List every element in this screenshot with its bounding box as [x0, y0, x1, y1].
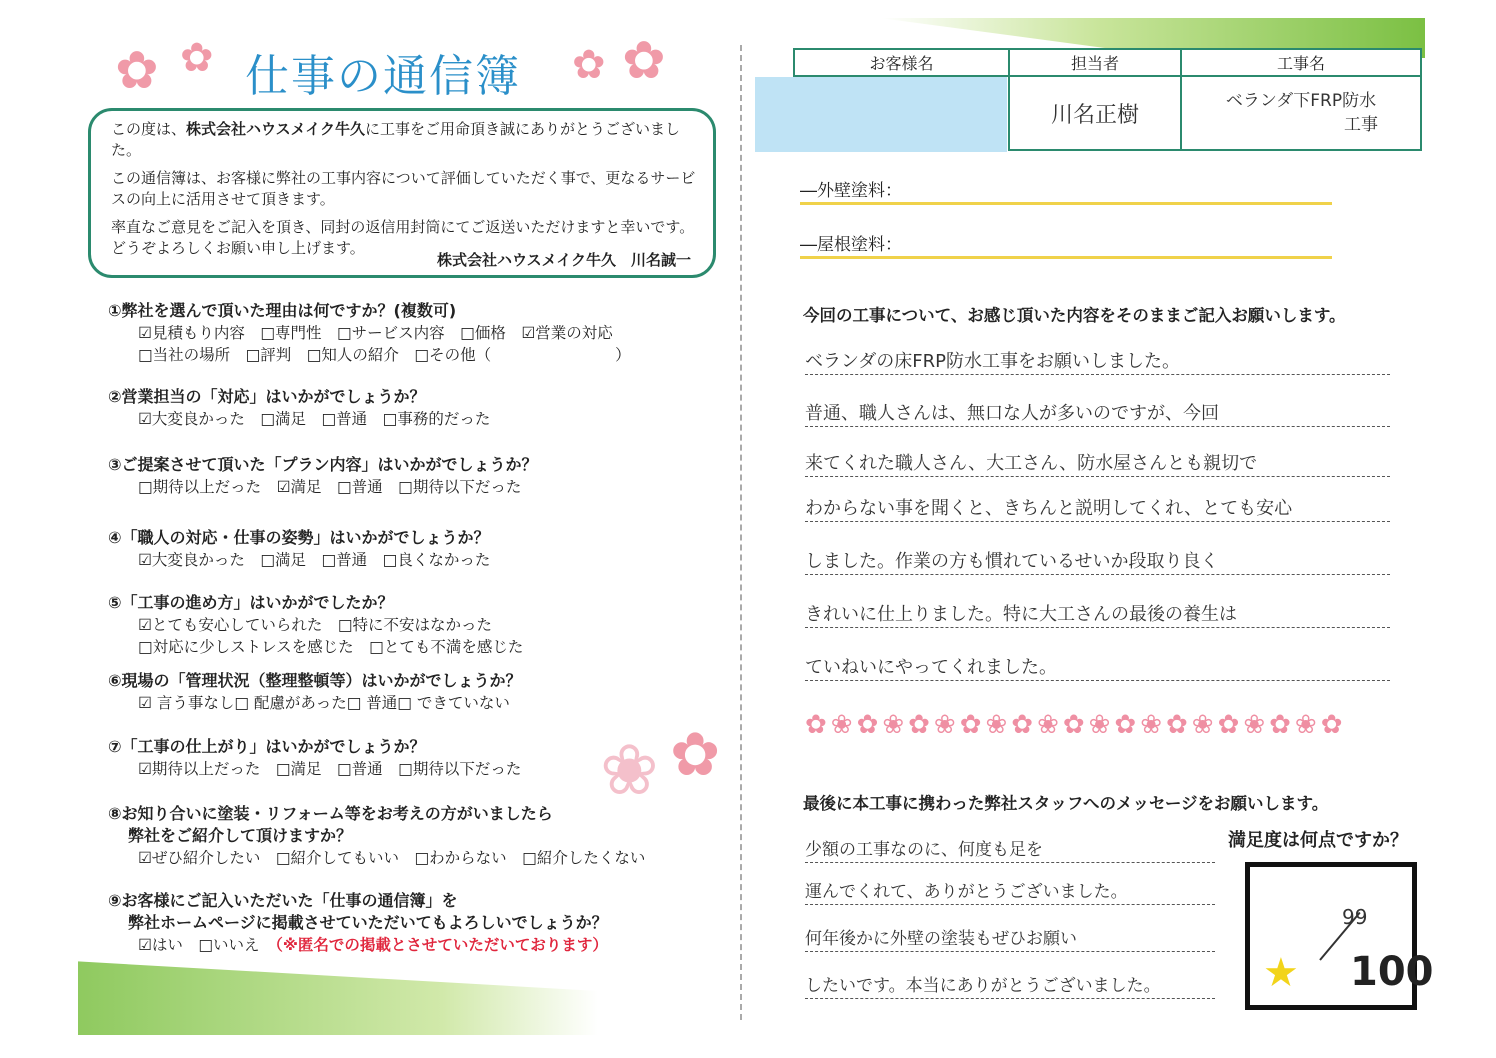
cherry-blossom-icon: ✿	[115, 41, 159, 101]
question-5: ⑤「工事の進め方」はいかがでしたか？ ☑とても安心していられた □特に不安はなかった □対応に少しストレスを感じた □とても不満を感じた	[108, 593, 524, 656]
question-4: ④「職人の対応・仕事の姿勢」はいかがでしょうか？ ☑大変良かった □満足 □普通 □良くなかった	[108, 528, 491, 569]
customer-name-cell	[794, 76, 1009, 150]
question-9: ⑨お客様にご記入いただいた「仕事の通信簿」を 弊社ホームページに掲載させていただいてもよろしいでしょうか？ ☑はい □いいえ （※匿名での掲載とさせていただいております）	[108, 891, 608, 954]
score-heading: 満足度は何点ですか？	[1228, 830, 1408, 851]
comment-line-4: わからない事を聞くと、きちんと説明してくれ、とても安心	[805, 497, 1390, 522]
wall-paint-label: ―外壁塗料：	[800, 181, 902, 201]
question-6: ⑥現場の「管理状況（整理整頓等）はいかがでしょうか？ ☑ 言う事なし□ 配慮があった□ 普通□ できていない	[108, 671, 522, 712]
customer-name-header: お客様名	[794, 49, 1009, 76]
comment-line-6: きれいに仕上りました。特に大工さんの最後の養生は	[805, 603, 1390, 628]
comment-line-1: ベランダの床FRP防水工事をお願いしました。	[805, 350, 1390, 375]
comment-heading: 今回の工事について、お感じ頂いた内容をそのままご記入お願いします。	[803, 306, 1346, 325]
question-2: ②営業担当の「対応」はいかがでしょうか？ ☑大変良かった □満足 □普通 □事務的だった	[108, 387, 491, 428]
score-value: 99	[1342, 905, 1368, 929]
message-line-3: 何年後かに外壁の塗装もぜひお願い	[805, 927, 1215, 952]
flower-divider: ✿❀✿❀✿❀✿❀✿❀✿❀✿❀✿❀✿❀✿❀✿	[805, 710, 1347, 740]
cherry-blossom-icon: ✿	[670, 720, 721, 790]
question-8: ⑧お知り合いに塗装・リフォーム等をお考えの方がいましたら 弊社をご紹介して頂けますか？ ☑ぜひ紹介したい □紹介してもいい □わからない □紹介したくない	[108, 804, 646, 867]
work-name: ベランダ下FRP防水 工事	[1181, 76, 1421, 150]
roof-paint-line	[800, 256, 1332, 259]
message-line-1: 少額の工事なのに、何度も足を	[805, 838, 1215, 863]
comment-line-2: 普通、職人さんは、無口な人が多いのですが、今回	[805, 402, 1390, 427]
work-name-header: 工事名	[1181, 49, 1421, 76]
decorative-band	[78, 955, 598, 1035]
roof-paint-label: ―屋根塗料：	[800, 235, 902, 255]
cherry-blossom-icon: ✿	[180, 35, 214, 81]
comment-line-5: しました。作業の方も慣れているせいか段取り良く	[805, 550, 1390, 575]
cherry-blossom-icon: ❀	[600, 729, 659, 811]
score-max: 100	[1350, 949, 1434, 995]
intro-paragraph-3: 率直なご意見をご記入を頂き、同封の返信用封筒にてご返送いただけますと幸いです。どうぞよろしくお願い申し上げます。	[111, 218, 695, 257]
cherry-blossom-icon: ✿	[622, 31, 666, 91]
intro-paragraph-2: この通信簿は、お客様に弊社の工事内容について評価していただく事で、更なるサービスの向上に活用させて頂きます。	[111, 169, 696, 208]
intro-signature: 株式会社ハウスメイク牛久 川名誠一	[437, 251, 691, 269]
wall-paint-line	[800, 202, 1332, 205]
intro-box	[88, 108, 716, 278]
message-heading: 最後に本工事に携わった弊社スタッフへのメッセージをお願いします。	[803, 794, 1329, 813]
cherry-blossom-icon: ✿	[572, 42, 606, 88]
staff-name: 川名正樹	[1009, 76, 1181, 150]
info-table	[793, 48, 1422, 151]
message-line-2: 運んでくれて、ありがとうございました。	[805, 880, 1215, 905]
question-3: ③ご提案させて頂いた「プラン内容」はいかがでしょうか？ □期待以上だった ☑満足 □普通 □期待以下だった	[108, 455, 538, 496]
question-1: ①弊社を選んで頂いた理由は何ですか？(複数可) ☑見積もり内容 □専門性 □サービス内容 □価格 ☑営業の対応 □当社の場所 □評判 □知人の紹介 □その他（ ）	[108, 301, 631, 364]
comment-line-7: ていねいにやってくれました。	[805, 656, 1390, 681]
page-title: 仕事の通信簿	[245, 51, 521, 102]
comment-line-3: 来てくれた職人さん、大工さん、防水屋さんとも親切で	[805, 452, 1390, 477]
star-icon: ★	[1263, 950, 1299, 996]
staff-header: 担当者	[1009, 49, 1181, 76]
anonymous-note: （※匿名での掲載とさせていただいております）	[275, 936, 608, 954]
center-divider	[740, 45, 742, 1020]
question-7: ⑦「工事の仕上がり」はいかがでしょうか？ ☑期待以上だった □満足 □普通 □期待以下だった	[108, 737, 522, 778]
intro-paragraph-1: この度は、株式会社ハウスメイク牛久に工事をご用命頂き誠にありがとうございました。	[111, 120, 680, 159]
message-line-4: したいです。本当にありがとうございました。	[805, 974, 1215, 999]
